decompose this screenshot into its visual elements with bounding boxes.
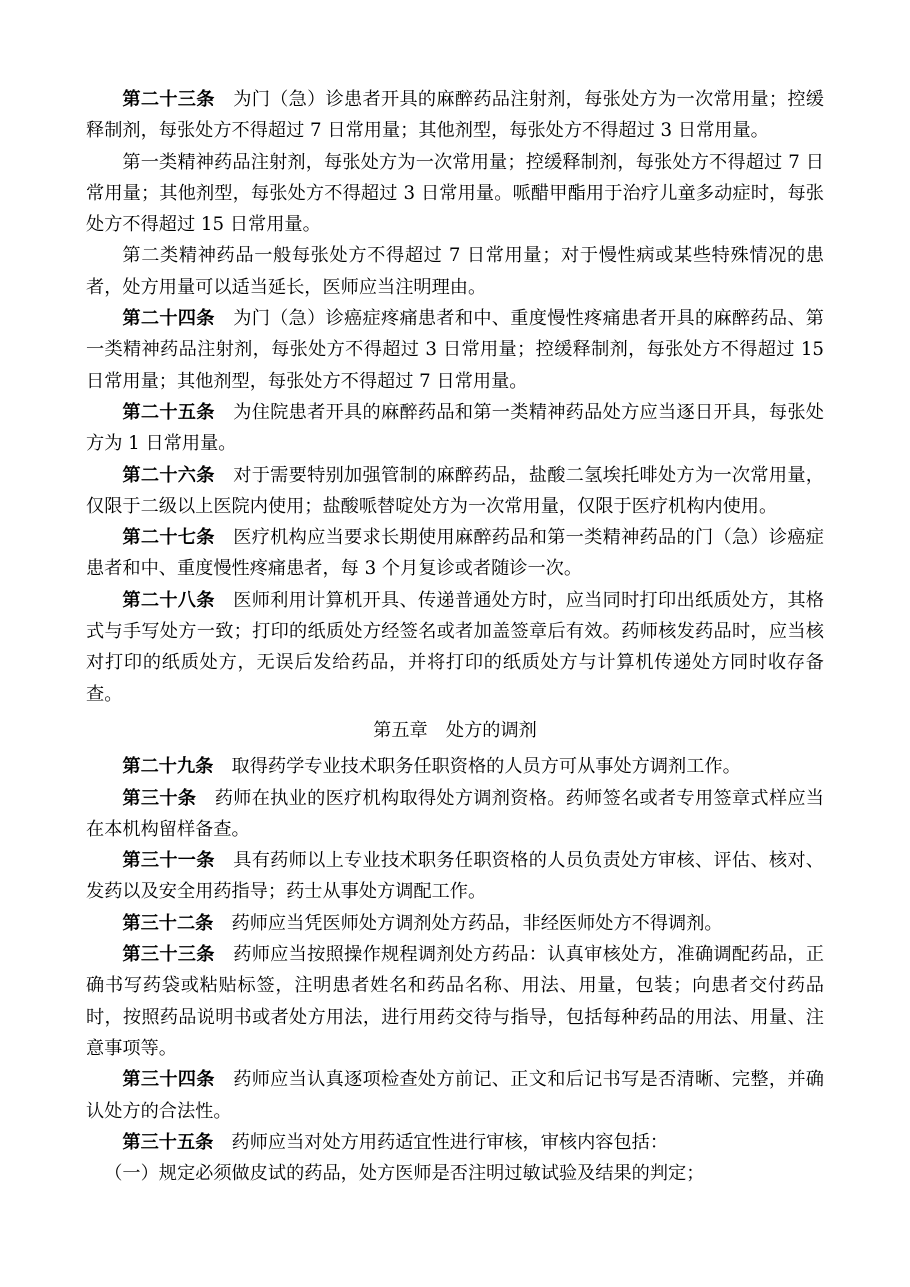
paragraph — [86, 84, 824, 147]
paragraph-text: 药师应当凭医师处方调剂处方药品，非经医师处方不得调剂。 — [231, 912, 723, 934]
paragraph — [86, 460, 824, 523]
article-number: 第二十三条 — [122, 89, 215, 110]
article-number: 第二十九条 — [122, 756, 214, 778]
paragraph — [86, 908, 824, 939]
paragraph — [86, 303, 824, 397]
document-page — [86, 84, 824, 1189]
paragraph-text: 取得药学专业技术职务任职资格的人员方可从事处方调剂工作。 — [231, 756, 741, 778]
article-number: 第二十七条 — [122, 527, 215, 549]
list-item: （一）规定必须做皮试的药品，处方医师是否注明过敏试验及结果的判定； — [104, 1163, 705, 1185]
paragraph-text: 具有药师以上专业技术职务任职资格的人员负责处方审核、评估、核对、发药以及安全用药指导；药士从事处方调配工作。 — [86, 850, 824, 903]
paragraph-text: 为门（急）诊癌症疼痛患者和中、重度慢性疼痛患者开具的麻醉药品、第一类精神药品注射剂，每张处方不得超过 3 日常用量；控缓释制剂，每张处方不得超过 15 日常用量；其他剂型，每张处方不得超过 7 日常用量。 — [86, 308, 824, 392]
paragraph — [86, 585, 824, 710]
paragraph-text: 医疗机构应当要求长期使用麻醉药品和第一类精神药品的门（急）诊癌症患者和中、重度慢性疼痛患者，每 3 个月复诊或者随诊一次。 — [86, 527, 824, 580]
article-number: 第二十六条 — [122, 464, 215, 486]
article-number: 第三十三条 — [122, 944, 215, 966]
section-after-chapter — [86, 751, 824, 1189]
article-number: 第三十二条 — [122, 912, 214, 934]
paragraph — [86, 1127, 824, 1158]
section-before-chapter — [86, 84, 824, 710]
paragraph-text: 药师应当认真逐项检查处方前记、正文和后记书写是否清晰、完整，并确认处方的合法性。 — [86, 1069, 824, 1122]
paragraph — [86, 751, 824, 782]
paragraph-text: 医师利用计算机开具、传递普通处方时，应当同时打印出纸质处方，其格式与手写处方一致；打印的纸质处方经签名或者加盖签章后有效。药师核发药品时，应当核对打印的纸质处方，无误后发给药品，并将打印的纸质处方与计算机传递处方同时收存备查。 — [86, 589, 824, 705]
article-number: 第三十一条 — [122, 850, 215, 872]
paragraph — [86, 240, 824, 303]
paragraph-text: 对于需要特别加强管制的麻醉药品，盐酸二氢埃托啡处方为一次常用量，仅限于二级以上医院内使用；盐酸哌替啶处方为一次常用量，仅限于医疗机构内使用。 — [86, 464, 824, 517]
article-number: 第二十五条 — [122, 401, 215, 423]
paragraph — [86, 522, 824, 585]
paragraph-text: 为住院患者开具的麻醉药品和第一类精神药品处方应当逐日开具，每张处方为 1 日常用量。 — [86, 401, 824, 455]
paragraph — [86, 939, 824, 1064]
paragraph — [86, 1064, 824, 1127]
paragraph — [86, 147, 824, 241]
paragraph-text: 药师在执业的医疗机构取得处方调剂资格。药师签名或者专用签章式样应当在本机构留样备查。 — [86, 787, 824, 840]
paragraph-text: 药师应当按照操作规程调剂处方药品：认真审核处方，准确调配药品，正确书写药袋或粘贴标签，注明患者姓名和药品名称、用法、用量，包装；向患者交付药品时，按照药品说明书或者处方用法，进行用药交待与指导，包括每种药品的用法、用量、注意事项等。 — [86, 944, 824, 1059]
paragraph-text: 第二类精神药品一般每张处方不得超过 7 日常用量；对于慢性病或某些特殊情况的患者，处方用量可以适当延长，医师应当注明理由。 — [86, 245, 824, 298]
article-number: 第三十四条 — [122, 1069, 215, 1091]
paragraph-text: 为门（急）诊患者开具的麻醉药品注射剂，每张处方为一次常用量；控缓释制剂，每张处方不得超过 7 日常用量；其他剂型，每张处方不得超过 3 日常用量。 — [86, 89, 824, 142]
article-number: 第三十五条 — [122, 1131, 214, 1153]
article-number: 第二十四条 — [122, 308, 215, 330]
article-number: 第三十条 — [122, 787, 197, 809]
paragraph-text: 第一类精神药品注射剂，每张处方为一次常用量；控缓释制剂，每张处方不得超过 7 日常用量；其他剂型，每张处方不得超过 3 日常用量。哌醋甲酯用于治疗儿童多动症时，每张处方不得超过 15 日常用量。 — [86, 151, 824, 236]
paragraph-text: 药师应当对处方用药适宜性进行审核，审核内容包括： — [231, 1131, 669, 1153]
article-number: 第二十八条 — [122, 589, 215, 611]
paragraph — [86, 845, 824, 908]
paragraph — [86, 397, 824, 460]
chapter-title: 第五章 处方的调剂 — [373, 719, 537, 741]
paragraph — [86, 783, 824, 846]
